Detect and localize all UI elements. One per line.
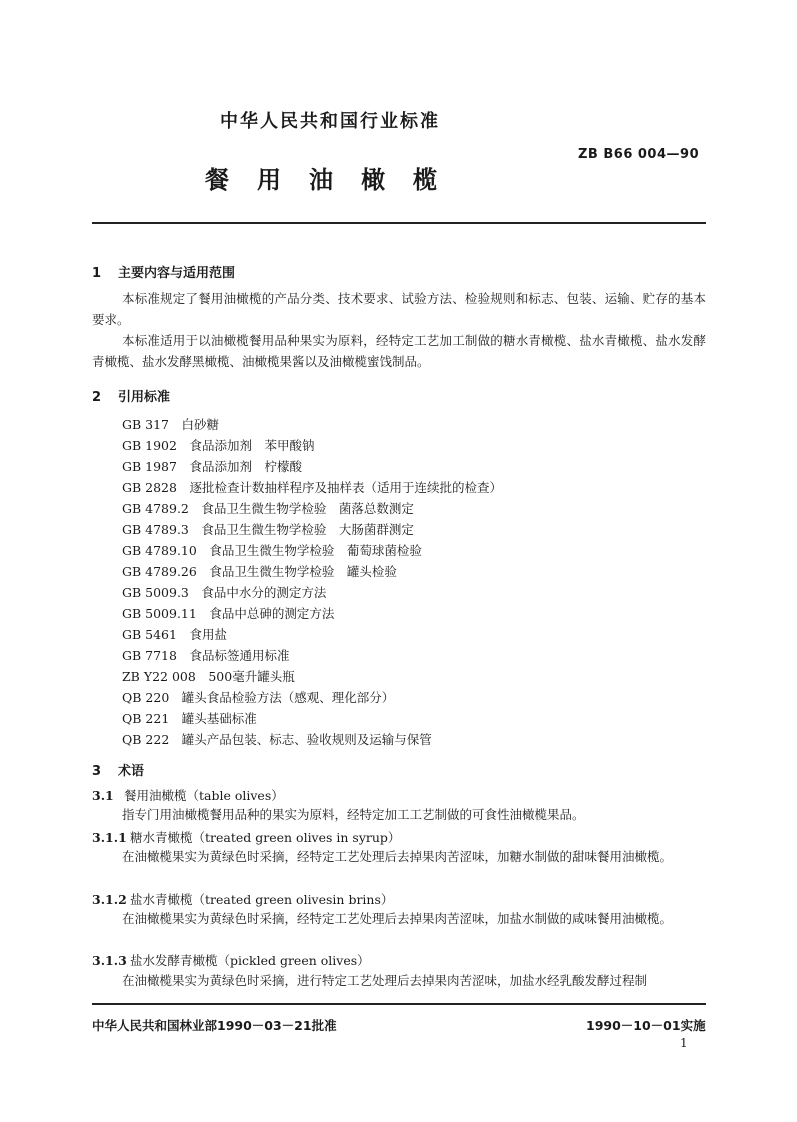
term-title: 盐水发酵青橄榄（pickled green olives） xyxy=(130,953,370,968)
section-title: 引用标准 xyxy=(118,390,171,405)
header-divider xyxy=(92,222,706,224)
reference-item xyxy=(122,541,422,559)
reference-name: 罐头基础标准 xyxy=(181,711,257,726)
section-number: 2 xyxy=(92,390,102,405)
reference-name: 罐头食品检验方法（感观、理化部分） xyxy=(181,690,395,705)
approval-note: 中华人民共和国林业部1990－03－21批准 xyxy=(92,1018,337,1033)
reference-name: 逐批检查计数抽样程序及抽样表（适用于连续批的检查） xyxy=(189,480,502,495)
section-3-heading xyxy=(92,760,144,779)
reference-code: GB 1902 xyxy=(122,438,177,453)
reference-code: GB 4789.10 xyxy=(122,543,197,558)
reference-name: 食品标签通用标准 xyxy=(189,648,290,663)
section-number: 3 xyxy=(92,764,102,779)
term-3-1-3-text: 在油橄榄果实为黄绿色时采摘，进行特定工艺处理后去掉果肉苦涩味，加盐水经乳酸发酵过程制 xyxy=(122,973,648,988)
term-title: 糖水青橄榄（treated green olives in syrup） xyxy=(130,830,401,845)
reference-name: 食品添加剂 苯甲酸钠 xyxy=(189,438,315,453)
reference-name: 食品中水分的测定方法 xyxy=(201,585,327,600)
section-title: 主要内容与适用范围 xyxy=(118,266,236,281)
reference-item xyxy=(122,415,219,433)
section-1-heading xyxy=(92,262,235,281)
reference-code: GB 5009.3 xyxy=(122,585,189,600)
section-title: 术语 xyxy=(118,764,145,779)
reference-code: QB 221 xyxy=(122,711,170,726)
reference-code: GB 4789.2 xyxy=(122,501,189,516)
reference-name: 食品添加剂 柠檬酸 xyxy=(189,459,302,474)
reference-item xyxy=(122,646,290,664)
reference-name: 食品卫生微生物学检验 罐头检验 xyxy=(209,564,397,579)
reference-code: GB 5009.11 xyxy=(122,606,197,621)
page-number: 1 xyxy=(680,1036,688,1050)
term-3-1-2-text: 在油橄榄果实为黄绿色时采摘，经特定工艺处理后去掉果肉苦涩味，加盐水制做的咸味餐用油橄榄。 xyxy=(122,911,673,926)
reference-name: 食用盐 xyxy=(189,627,227,642)
reference-item xyxy=(122,604,334,622)
reference-item xyxy=(122,562,397,580)
reference-item xyxy=(122,583,326,601)
page-title: 餐用油橄榄 xyxy=(205,166,465,194)
reference-code: GB 4789.3 xyxy=(122,522,189,537)
term-3-1-heading xyxy=(92,786,284,804)
reference-item xyxy=(122,499,414,517)
section-1-paragraph-2: 本标准适用于以油橄榄餐用品种果实为原料，经特定工艺加工制做的糖水青橄榄、盐水青橄榄、盐水发酵青橄榄、盐水发酵黑橄榄、油橄榄果酱以及油橄榄蜜饯制品。 xyxy=(92,333,706,369)
standard-org: 中华人民共和国行业标准 xyxy=(220,111,440,132)
reference-code: ZB Y22 008 xyxy=(122,669,196,684)
reference-item xyxy=(122,436,315,454)
term-3-1-1-heading xyxy=(92,828,400,846)
effective-date: 1990－10－01实施 xyxy=(586,1018,706,1033)
reference-item xyxy=(122,457,302,475)
term-3-1-1-text: 在油橄榄果实为黄绿色时采摘，经特定工艺处理后去掉果肉苦涩味，加糖水制做的甜味餐用油橄榄。 xyxy=(122,849,673,864)
reference-code: GB 2828 xyxy=(122,480,177,495)
term-number: 3.1.3 xyxy=(92,953,127,968)
reference-name: 食品卫生微生物学检验 葡萄球菌检验 xyxy=(209,543,422,558)
reference-code: QB 220 xyxy=(122,690,170,705)
reference-item xyxy=(122,625,227,643)
section-number: 1 xyxy=(92,266,102,281)
reference-code: GB 5461 xyxy=(122,627,177,642)
reference-item xyxy=(122,730,432,748)
reference-code: GB 7718 xyxy=(122,648,177,663)
footer-divider xyxy=(92,1003,706,1005)
reference-code: GB 4789.26 xyxy=(122,564,197,579)
section-1-paragraph-1: 本标准规定了餐用油橄榄的产品分类、技术要求、试验方法、检验规则和标志、包装、运输、贮存的基本要求。 xyxy=(92,291,706,327)
reference-item xyxy=(122,520,414,538)
reference-code: QB 222 xyxy=(122,732,170,747)
term-title: 盐水青橄榄（treated green olivesin brins） xyxy=(130,892,394,907)
reference-name: 白砂糖 xyxy=(181,417,220,432)
term-title: 餐用油橄榄（table olives） xyxy=(124,788,284,803)
reference-code: GB 1987 xyxy=(122,459,177,474)
term-3-1-2-heading xyxy=(92,890,393,908)
term-3-1-3-heading xyxy=(92,951,370,969)
reference-name: 食品中总砷的测定方法 xyxy=(209,606,335,621)
reference-item xyxy=(122,667,295,685)
reference-item xyxy=(122,688,394,706)
term-number: 3.1 xyxy=(92,788,114,803)
term-number: 3.1.1 xyxy=(92,830,127,845)
term-number: 3.1.2 xyxy=(92,892,127,907)
term-3-1-text: 指专门用油橄榄餐用品种的果实为原料，经特定加工工艺制做的可食性油橄榄果品。 xyxy=(122,807,585,822)
reference-item xyxy=(122,709,257,727)
section-2-heading xyxy=(92,386,170,405)
reference-item xyxy=(122,478,502,496)
standard-code: ZB B66 004—90 xyxy=(578,147,700,162)
reference-name: 食品卫生微生物学检验 大肠菌群测定 xyxy=(201,522,414,537)
reference-name: 罐头产品包装、标志、验收规则及运输与保管 xyxy=(181,732,432,747)
reference-name: 食品卫生微生物学检验 菌落总数测定 xyxy=(201,501,414,516)
reference-code: GB 317 xyxy=(122,417,170,432)
reference-name: 500毫升罐头瓶 xyxy=(208,669,295,684)
